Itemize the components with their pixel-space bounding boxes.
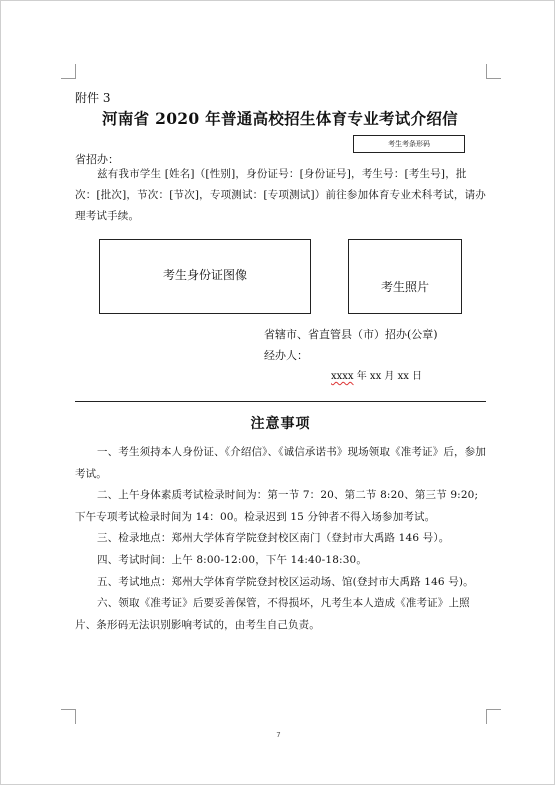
barcode-box: 考生考条形码 xyxy=(353,135,465,153)
notice-item: 五、考试地点：郑州大学体育学院登封校区运动场、馆(登封市大禹路 146 号)。 xyxy=(97,575,474,588)
notice-item: 三、检录地点：郑州大学体育学院登封校区南门（登封市大禹路 146 号）。 xyxy=(97,532,450,545)
document-title: 河南省 2020 年普通高校招生体育专业考试介绍信 xyxy=(102,109,458,128)
notice-title: 注意事项 xyxy=(250,416,311,432)
notice-item: 六、领取《准考证》后要妥善保管，不得损坏，凡考生本人造成《准考证》上照片、条形码无法识别影响考试的，由考生自己负责。 xyxy=(75,597,470,631)
crop-mark-top-right xyxy=(486,64,501,79)
attachment-label: 附件 3 xyxy=(75,91,111,105)
notice-item: 一、考生须持本人身份证、《介绍信》、《诚信承诺书》现场领取《准考证》后，参加考试。 xyxy=(75,446,486,480)
signature-handler: 经办人： xyxy=(264,349,308,362)
date-year: xxxx xyxy=(331,371,354,382)
notice-item: 二、上午身体素质考试检录时间为：第一节 7：20、第二节 8:20、第三节 9:20;下午专项考试检录时间为 14：00。检录迟到 15 分钟者不得入场参加考试。 xyxy=(75,489,479,523)
letter-body: 兹有我市学生 [姓名]（[性别]，身份证号：[身份证号]，考生号：[考生号]，批次：[批次]，节次：[节次]，专项测试：[专项测试]）前往参加体育专业术科考试，请办理考试手续。 xyxy=(75,168,486,222)
id-card-image-label: 考生身份证图像 xyxy=(162,268,247,282)
id-card-image-box xyxy=(99,239,311,314)
crop-mark-top-left xyxy=(61,64,76,79)
signature-date xyxy=(331,367,422,382)
page-number: 7 xyxy=(276,731,281,739)
signature-organization: 省辖市、省直管县（市）招办(公章) xyxy=(264,328,438,341)
notice-item: 四、考试时间：上午 8:00-12:00，下午 14:40-18:30。 xyxy=(97,553,368,566)
salutation: 省招办： xyxy=(75,153,119,166)
photo-label: 考生照片 xyxy=(380,280,429,294)
section-divider xyxy=(75,401,486,402)
crop-mark-bottom-right xyxy=(486,709,501,724)
crop-mark-bottom-left xyxy=(61,709,76,724)
photo-box xyxy=(348,239,462,314)
date-rest: 年 xx 月 xx 日 xyxy=(356,371,423,382)
notice-list xyxy=(75,442,487,636)
